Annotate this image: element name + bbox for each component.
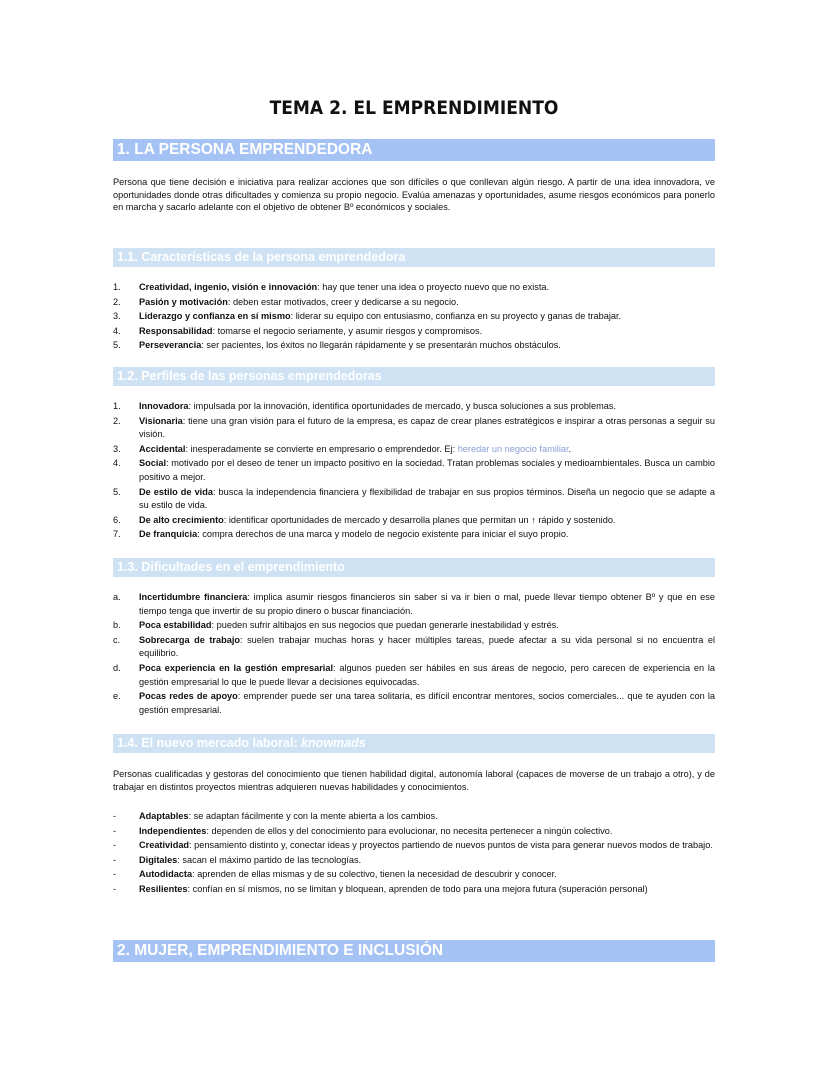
list-item: 4. Responsabilidad: tomarse el negocio seriamente, y asumir riesgos y compromisos. — [113, 325, 483, 336]
section-1-paragraph: Persona que tiene decisión e iniciativa para realizar acciones que son difíciles o que conllevan algún riesgo. A partir de una idea innovadora, ve oportunidades donde otras dificultades y comienza su propio negocio. Evalúa amenazas y oportunidades, asume riesgos económicos para ponerlo en marcha y sacarlo adelante con el objetivo de obtener Bº económicos y sociales. — [113, 177, 715, 213]
list-item: - Adaptables: se adaptan fácilmente y con la mente abierta a los cambios. — [113, 811, 438, 821]
characteristics-list — [113, 281, 715, 354]
section-heading-1-4: 1.4. El nuevo mercado laboral: knowmads — [113, 734, 715, 753]
list-item: 5. Perseverancia: ser pacientes, los éxitos no llegarán rápidamente y se presentarán muchos obstáculos. — [113, 340, 561, 351]
list-item: - Digitales: sacan el máximo partido de las tecnologías. — [113, 854, 362, 865]
list-item: 1. Creatividad, ingenio, visión e innovación: hay que tener una idea o proyecto nuevo que no exista. — [113, 282, 550, 292]
section-1-4-paragraph: Personas cualificadas y gestoras del conocimiento que tienen habilidad digital, autonomía laboral (capaces de moverse de un trabajo a otro), y de trabajar en distintos proyectos mientras adquieren nuevas habilidades y conocimientos. — [113, 769, 715, 792]
list-item: - Resilientes: confían en sí mismos, no se limitan y bloquean, aprenden de todo para una mejora futura (superación personal) — [113, 883, 648, 894]
list-item: 7. De franquicia: compra derechos de una marca y modelo de negocio existente para iniciar el suyo propio. — [113, 529, 569, 540]
list-item: e. Pocas redes de apoyo: emprender puede ser una tarea solitaria, es difícil encontrar mentores, socios comerciales... que te ayuden con la gestión empresarial. — [113, 691, 715, 715]
list-item: d. Poca experiencia en la gestión empresarial: algunos pueden ser hábiles en sus áreas de negocio, pero carecen de experiencia en la gestión empresarial lo que le puede llevar a decisiones equivocadas. — [113, 662, 715, 687]
section-heading-1-2: 1.2. Perfiles de las personas emprendedoras — [113, 367, 715, 386]
list-item: 2. Pasión y motivación: deben estar motivados, creer y dedicarse a su negocio. — [113, 296, 459, 307]
section-heading-1-1: 1.1. Características de la persona emprendedora — [113, 248, 715, 267]
list-item: 4. Social: motivado por el deseo de tener un impacto positivo en la sociedad. Tratan problemas sociales y medioambientales. Busca un cambio positivo a mejor. — [113, 458, 715, 482]
list-item: 3. Accidental: inesperadamente se convierte en empresario o emprendedor. Ej: heredar un negocio familiar. — [113, 443, 572, 454]
profiles-list — [113, 400, 715, 543]
list-item: - Creatividad: pensamiento distinto y, conectar ideas y proyectos partiendo de nuevos puntos de vista para generar nuevos modos de trabajo. — [113, 840, 713, 851]
list-item: 3. Liderazgo y confianza en sí mismo: liderar su equipo con entusiasmo, confianza en su proyecto y ganas de trabajar. — [113, 311, 622, 322]
list-item: 2. Visionaria: tiene una gran visión para el futuro de la empresa, es capaz de crear planes estratégicos e inspirar a otras personas a seguir su visión. — [113, 415, 715, 440]
section-heading-1: 1. LA PERSONA EMPRENDEDORA — [113, 139, 715, 161]
knowmads-traits-list — [113, 810, 715, 898]
list-item: - Autodidacta: aprenden de ellas mismas y de su colectivo, tienen la necesidad de descubrir y conocer. — [113, 869, 557, 880]
list-item: c. Sobrecarga de trabajo: suelen trabajar muchas horas y hacer múltiples tareas, puede afectar a su vida personal si no encuentra el equilibrio. — [113, 634, 715, 659]
difficulties-list — [113, 591, 715, 718]
list-item: - Independientes: dependen de ellos y del conocimiento para evolucionar, no necesita pertenecer a ningún colectivo. — [113, 825, 613, 836]
list-item: a. Incertidumbre financiera: implica asumir riesgos financieros sin saber si va ir bien o mal, puede llevar tiempo obtener Bº y que en ese tiempo tenga que invertir de su propio dinero o buscar financiación. — [113, 592, 715, 616]
familiar-business-link[interactable]: heredar un negocio familiar — [457, 443, 569, 454]
list-item: 1. Innovadora: impulsada por la innovación, identifica oportunidades de mercado, y busca soluciones a sus problemas. — [113, 401, 616, 411]
list-item: b. Poca estabilidad: pueden sufrir altibajos en sus negocios que puedan generarle inestabilidad y estrés. — [113, 620, 559, 631]
page-title: TEMA 2. EL EMPRENDIMIENTO — [269, 97, 559, 119]
section-heading-2: 2. MUJER, EMPRENDIMIENTO E INCLUSIÓN — [113, 940, 715, 962]
list-item: 6. De alto crecimiento: identificar oportunidades de mercado y desarrolla planes que permitan un ↑ rápido y sostenido. — [113, 514, 616, 525]
list-item: 5. De estilo de vida: busca la independencia financiera y flexibilidad de trabajar en sus propios términos. Diseña un negocio que se adapte a su estilo de vida. — [113, 486, 715, 511]
section-heading-1-3: 1.3. Dificultades en el emprendimiento — [113, 558, 715, 577]
